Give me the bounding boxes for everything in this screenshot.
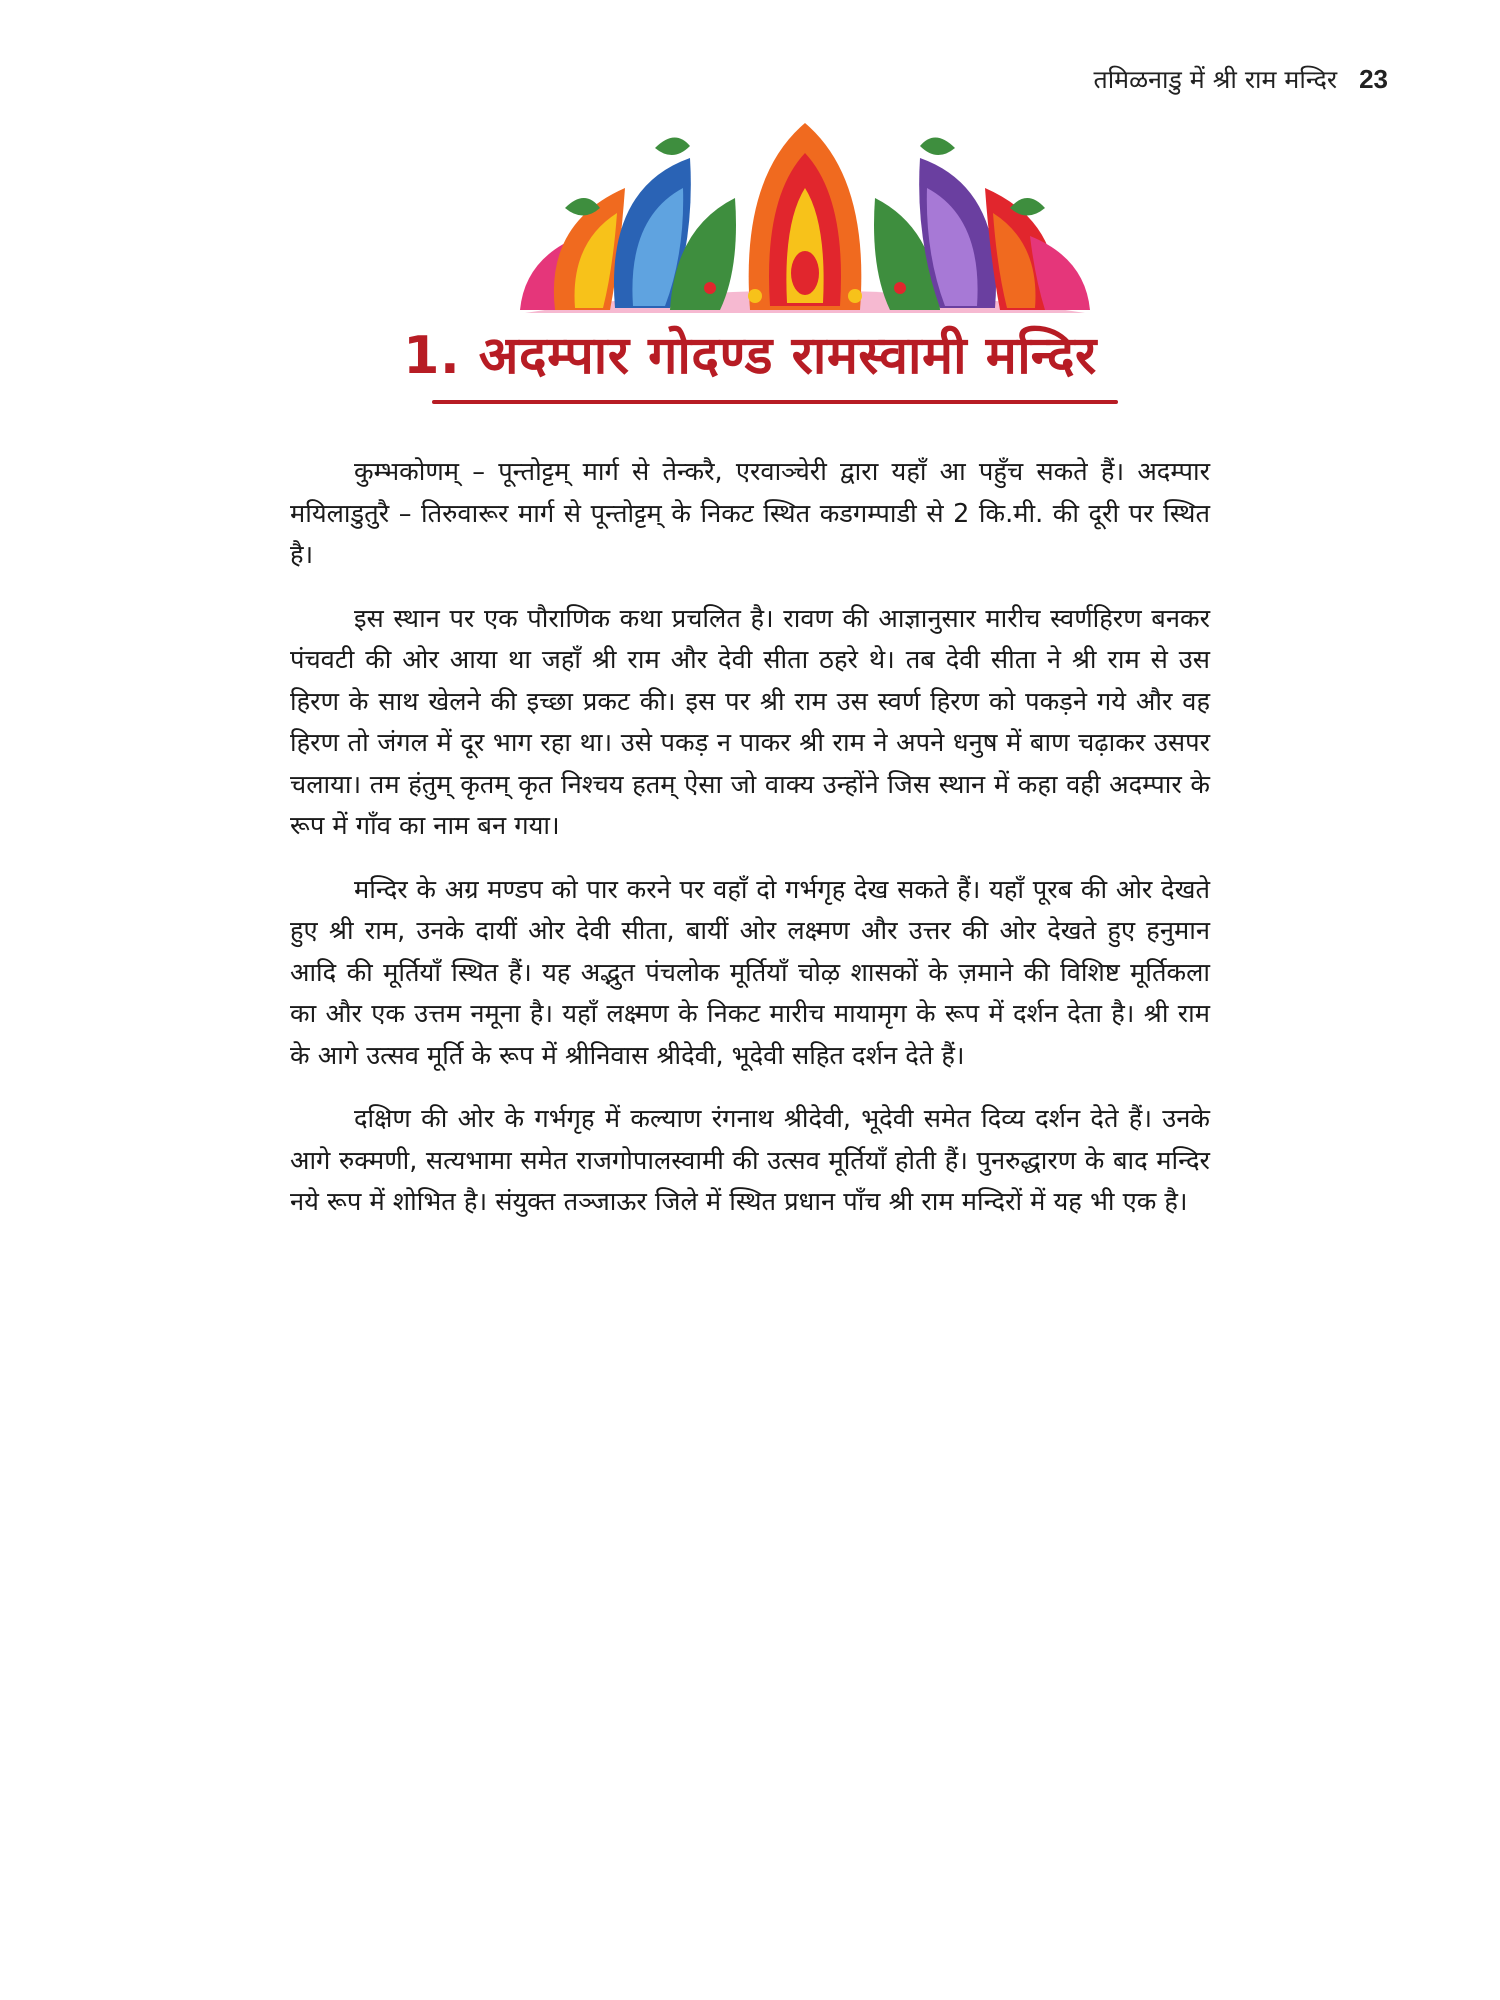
paragraph-2: इस स्थान पर एक पौराणिक कथा प्रचलित है। रावण की आज्ञानुसार मारीच स्वर्णहिरण बनकर पंचवटी की ओर आया था जहाँ श्री राम और देवी सीता ठहरे थे। तब देवी सीता ने श्री राम से उस हिरण के साथ खेलने की इच्छा प्रकट की। इस पर श्री राम उस स्वर्ण हिरण को पकड़ने गये और वह हिरण तो जंगल में दूर भाग रहा था। उसे पकड़ न पाकर श्री राम ने अपने धनुष में बाण चढ़ाकर उसपर चलाया। तम हंतुम् कृतम् कृत निश्चय हतम् ऐसा जो वाक्य उन्होंने जिस स्थान में कहा वही अदम्पार के रूप में गाँव का नाम बन गया। <box>290 603 1210 841</box>
title-underline <box>432 400 1118 404</box>
lotus-leaf-1 <box>655 137 690 155</box>
page-number: 23 <box>1359 64 1388 94</box>
chapter-title: 1. अदम्पार गोदण्ड रामस्वामी मन्दिर <box>403 326 1097 386</box>
lotus-dot-3 <box>704 282 716 294</box>
lotus-dot-2 <box>848 289 862 303</box>
lotus-dot-4 <box>894 282 906 294</box>
lotus-ornament-svg <box>505 118 1105 318</box>
running-header <box>1093 62 1388 96</box>
paragraph-3: मन्दिर के अग्र मण्डप को पार करने पर वहाँ दो गर्भगृह देख सकते हैं। यहाँ पूरब की ओर देखते हुए श्री राम, उनके दायीं ओर देवी सीता, बायीं ओर लक्ष्मण और उत्तर की ओर देखते हुए हनुमान आदि की मूर्तियाँ स्थित हैं। यह अद्भुत पंचलोक मूर्तियाँ चोऴ शासकों के ज़माने की विशिष्ट मूर्तिकला का और एक उत्तम नमूना है। यहाँ लक्ष्मण के निकट मारीच मायामृग के रूप में दर्शन देता है। श्री राम के आगे उत्सव मूर्ति के रूप में श्रीनिवास श्रीदेवी, भूदेवी सहित दर्शन देते हैं। <box>290 874 1210 1071</box>
body-text <box>290 452 1210 1246</box>
paragraph-4: दक्षिण की ओर के गर्भगृह में कल्याण रंगनाथ श्रीदेवी, भूदेवी समेत दिव्य दर्शन देते हैं। उनके आगे रुक्मणी, सत्यभामा समेत राजगोपालस्वामी की उत्सव मूर्तियाँ होती हैं। पुनरुद्धारण के बाद मन्दिर नये रूप में शोभित है। संयुक्त तञ्जाऊर जिले में स्थित प्रधान पाँच श्री राम मन्दिरों में यह भी एक है। <box>290 1104 1210 1217</box>
lotus-mandala-icon <box>505 118 1105 318</box>
lotus-center-drop <box>791 251 819 295</box>
running-title: तमिळनाडु में श्री राम मन्दिर <box>1093 65 1338 94</box>
paragraph-1: कुम्भकोणम् – पून्तोट्टम् मार्ग से तेन्करै, एरवाञ्चेरी द्वारा यहाँ आ पहुँच सकते हैं। अदम्पार मयिलाडुतुरै – तिरुवारूर मार्ग से पून्तोट्टम् के निकट स्थित कडगम्पाडी से 2 कि.मी. की दूरी पर स्थित है। <box>290 457 1210 570</box>
lotus-dot-1 <box>748 289 762 303</box>
lotus-leaf-2 <box>920 137 955 155</box>
